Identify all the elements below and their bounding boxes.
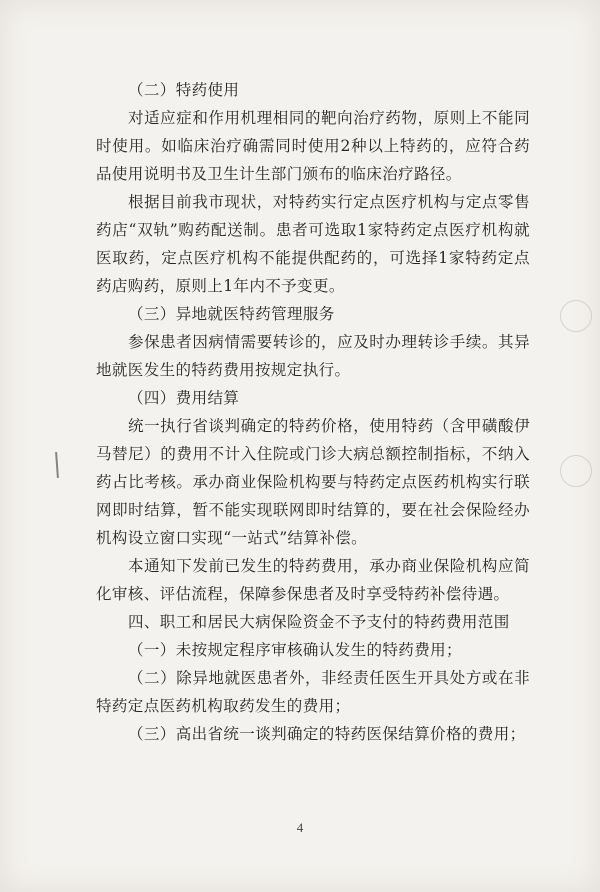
- paragraph: 根据目前我市现状，对特药实行定点医疗机构与定点零售药店“双轨”购药配送制。患者可选取1家特药定点医疗机构就医取药，定点医疗机构不能提供配药的，可选择1家特药定点药店购药，原则上1年内不予变更。: [96, 193, 530, 295]
- page-number: 4: [296, 820, 304, 835]
- section-heading: （四）费用结算: [128, 389, 240, 407]
- chapter-heading: 四、职工和居民大病保险资金不予支付的特药费用范围: [128, 613, 510, 631]
- paragraph: 本通知下发前已发生的特药费用，承办商业保险机构应简化审核、评估流程，保障参保患者及时享受特药补偿待遇。: [96, 557, 530, 603]
- section-heading: （三）异地就医特药管理服务: [128, 305, 335, 323]
- paragraph: 统一执行省谈判确定的特药价格，使用特药（含甲磺酸伊马替尼）的费用不计入住院或门诊大病总额控制指标，不纳入药占比考核。承办商业保险机构要与特药定点医药机构实行联网即时结算，暂不能实现联网即时结算的，要在社会保险经办机构设立窗口实现“一站式”结算补偿。: [96, 417, 530, 547]
- paragraph: 对适应症和作用机理相同的靶向治疗药物，原则上不能同时使用。如临床治疗确需同时使用2种以上特药的，应符合药品使用说明书及卫生计生部门颁布的临床治疗路径。: [96, 109, 530, 183]
- bleed-through-mark: [560, 300, 592, 332]
- margin-pen-mark: [55, 452, 59, 478]
- paragraph: 参保患者因病情需要转诊的，应及时办理转诊手续。其异地就医发生的特药费用按规定执行。: [96, 333, 530, 379]
- section-heading: （二）特药使用: [128, 81, 240, 99]
- document-body: [96, 76, 530, 748]
- list-item: （二）除异地就医患者外，非经责任医生开具处方或在非特药定点医药机构取药发生的费用；: [96, 669, 530, 715]
- bleed-through-mark: [560, 455, 592, 487]
- list-item: （一）未按规定程序审核确认发生的特药费用；: [128, 641, 462, 659]
- list-item: （三）高出省统一谈判确定的特药医保结算价格的费用；: [128, 725, 526, 743]
